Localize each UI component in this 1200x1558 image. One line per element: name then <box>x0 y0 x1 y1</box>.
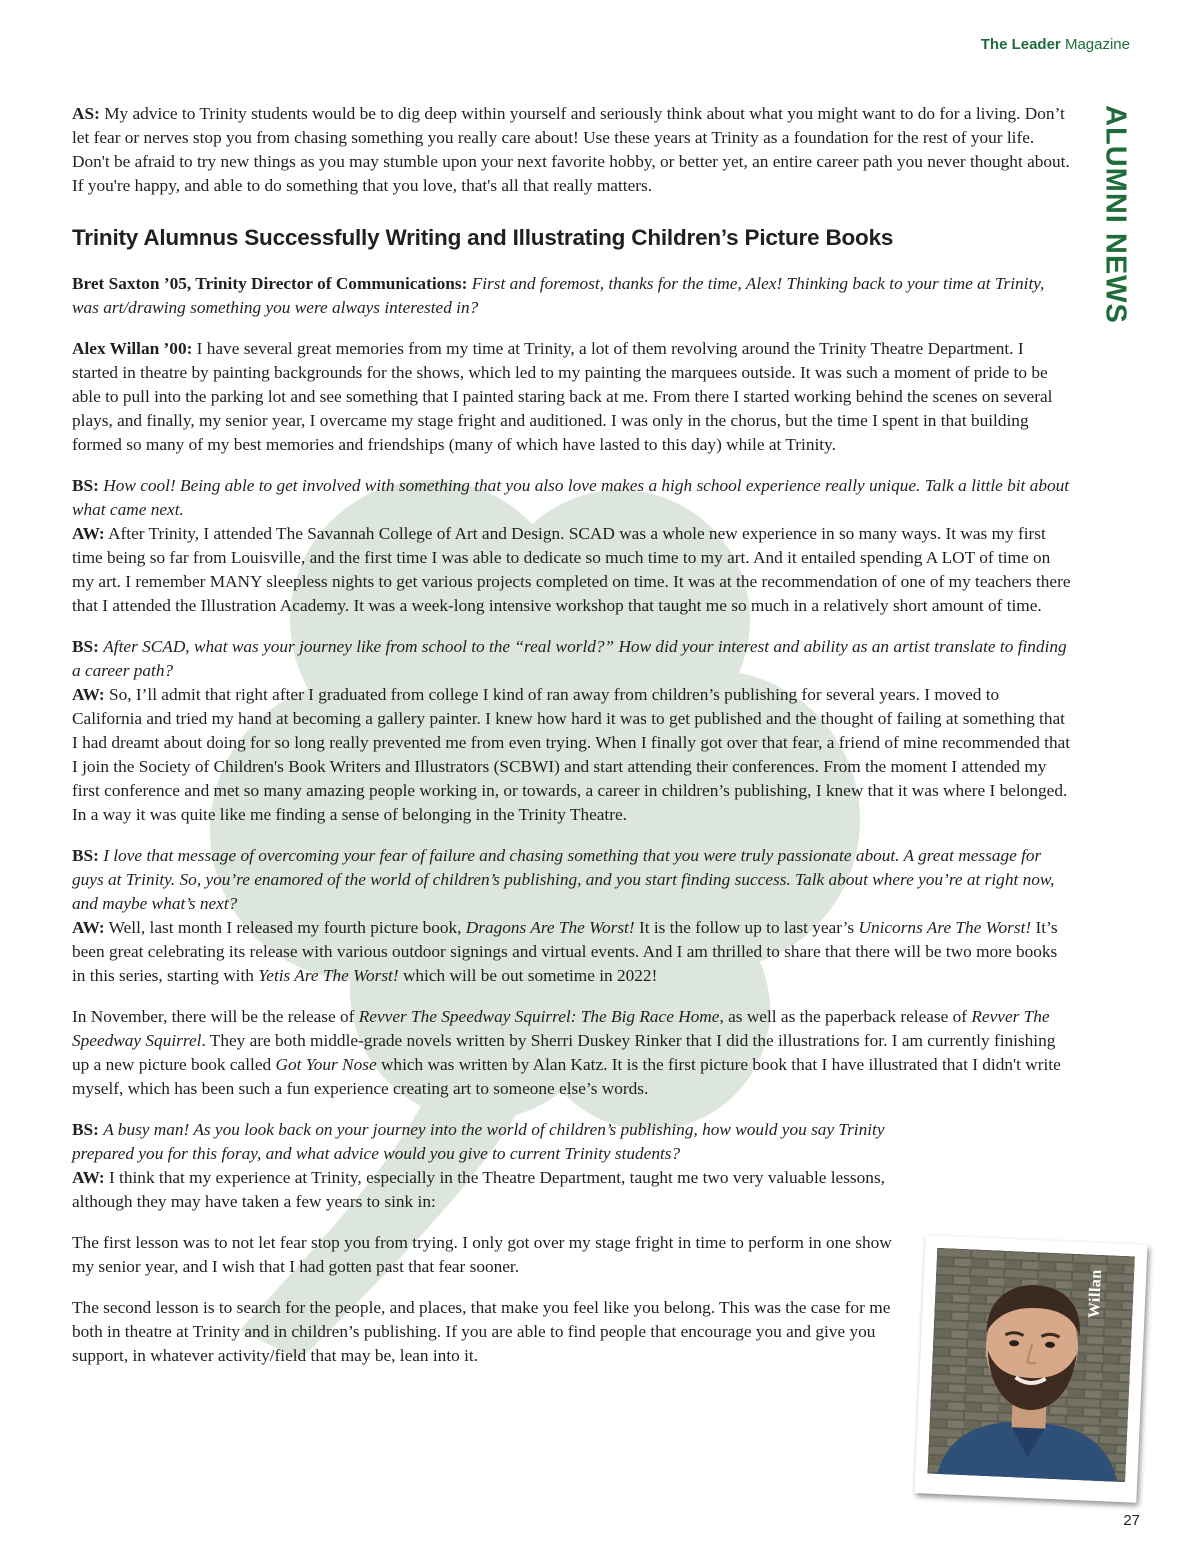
question-text: How cool! Being able to get involved with something that you also love makes a high school experience really unique. Talk a little bit about what came next. <box>72 476 1070 519</box>
question-paragraph <box>72 272 1072 320</box>
masthead <box>981 36 1130 53</box>
masthead-publication: Magazine <box>1064 36 1130 53</box>
answer-text: Well, last month I released my fourth picture book, <box>108 918 462 937</box>
answer-text: So, I’ll admit that right after I graduated from college I kind of ran away from children’s publishing for several years. I moved to California and tried my hand at becoming a gallery painter. I knew how hard it was to get published and the thought of failing at something that I had dreamt about doing for so long really prevented me from even trying. When I finally got over that fear, a friend of mine recommended that I join the Society of Children's Book Writers and Illustrators (SCBWI) and start attending their conferences. From the moment I attended my first conference and met so many amazing people working in, or towards, a career in children’s publishing, I knew that it was where I belonged. In a way it was quite like me finding a sense of belonging in the Trinity Theatre. <box>72 685 1071 824</box>
page-number: 27 <box>1123 1512 1140 1529</box>
body-paragraph: The first lesson was to not let fear stop you from trying. I only got over my stage fright in time to perform in one show my senior year, and I wish that I had gotten past that fear sooner. <box>72 1233 892 1276</box>
question-paragraph <box>72 635 1072 683</box>
book-title: Got Your Nose <box>275 1055 377 1074</box>
question-text: A busy man! As you look back on your journey into the world of children’s publishing, how would you say Trinity prepared you for this foray, and what advice would you give to current Trinity students? <box>72 1120 885 1163</box>
book-title: Revver The Speedway Squirrel: The Big Race Home <box>358 1007 720 1026</box>
answer-paragraph <box>72 916 1072 988</box>
book-title: Dragons Are The Worst! <box>465 918 635 937</box>
speaker-label: Bret Saxton ’05, Trinity Director of Communications: <box>72 274 468 293</box>
answer-text: After Trinity, I attended The Savannah College of Art and Design. SCAD was a whole new experience in so many ways. It was my first time being so far from Louisville, and the first time I was able to dedicate so much time to my art. And it entailed spending A LOT of time on my art. I remember MANY sleepless nights to get various projects completed on time. It was at the recommendation of one of my teachers there that I attended the Illustration Academy. It was a week-long intensive workshop that taught me so much in a relatively short amount of time. <box>72 524 1071 615</box>
speaker-label: BS: <box>72 846 99 865</box>
question-text: I love that message of overcoming your fear of failure and chasing something that you were truly passionate about. A great message for guys at Trinity. So, you’re enamored of the world of children’s publishing, and you start finding success. Talk about where you’re at right now, and maybe what’s next? <box>72 846 1055 913</box>
question-paragraph <box>72 844 1072 916</box>
section-label <box>1090 105 1140 338</box>
body-text: which was written by Alan Katz. It is the first picture book that I have illustrated that I didn't write myself, which has been such a fun experience creating art to someone else’s words. <box>72 1055 1061 1098</box>
masthead-brand: The Leader <box>980 36 1061 53</box>
body-paragraph <box>72 1005 1072 1101</box>
question-text: First and foremost, thanks for the time, Alex! Thinking back to your time at Trinity, was art/drawing something you were always interested in? <box>72 274 1045 317</box>
intro-paragraph <box>72 102 1072 198</box>
answer-text: My advice to Trinity students would be to dig deep within yourself and seriously think about what you might want to do for a living. Don’t let fear or nerves stop you from chasing something you really care about! Use these years at Trinity as a foundation for the rest of your life. Don't be afraid to try new things as you may stumble upon your next favorite hobby, or better yet, an entire career path you never thought about. If you're happy, and able to do something that you love, that's all that really matters. <box>72 104 1070 195</box>
speaker-label: AW: <box>72 918 105 937</box>
answer-text: which will be out sometime in 2022! <box>402 966 658 985</box>
speaker-label: BS: <box>72 1120 99 1139</box>
body-text: , as well as the paperback release of <box>719 1007 968 1026</box>
answer-paragraph <box>72 1166 917 1214</box>
speaker-label: BS: <box>72 637 99 656</box>
answer-text: It is the follow up to last year’s <box>638 918 855 937</box>
answer-text: It’s been great celebrating its release with various outdoor signings and virtual events. And I am thrilled to share that there will be two more books in this series, starting with <box>72 918 1058 985</box>
answer-text: I think that my experience at Trinity, especially in the Theatre Department, taught me two very valuable lessons, although they may have taken a few years to sink in: <box>72 1168 885 1211</box>
book-title: Revver The Speedway Squirrel <box>72 1007 1050 1050</box>
book-title: Yetis Are The Worst! <box>258 966 399 985</box>
answer-paragraph <box>72 522 1072 618</box>
speaker-label: AW: <box>72 685 105 704</box>
speaker-label: AW: <box>72 1168 105 1187</box>
answer-text: I have several great memories from my time at Trinity, a lot of them revolving around the Trinity Theatre Department. I started in theatre by painting backgrounds for the shows, which led to my painting the marquees outside. It was such a moment of pride to be able to pull into the parking lot and see something that I painted staring back at me. From there I started working behind the scenes on several plays, and finally, my senior year, I overcame my stage fright and auditioned. I was only in the chorus, but the time I spent in that building formed so many of my best memories and friendships (many of which have lasted to this day) while at Trinity. <box>72 339 1053 454</box>
speaker-label: Alex Willan ’00: <box>72 339 193 358</box>
photo-credit: Willan <box>1085 1268 1105 1319</box>
answer-paragraph <box>72 683 1072 827</box>
article-headline: Trinity Alumnus Successfully Writing and Illustrating Children’s Picture Books <box>72 225 894 250</box>
question-text: After SCAD, what was your journey like from school to the “real world?” How did your interest and ability as an artist translate to finding a career path? <box>72 637 1067 680</box>
answer-paragraph <box>72 337 1072 457</box>
body-paragraph: The second lesson is to search for the people, and places, that make you feel like you belong. This was the case for me both in theatre at Trinity and in children’s publishing. If you are able to find people that encourage you and give you support, in whatever activity/field that may be, lean into it. <box>72 1298 891 1365</box>
question-paragraph <box>72 1118 917 1166</box>
speaker-label: AS: <box>72 104 100 123</box>
article-body <box>72 102 1072 1368</box>
speaker-label: AW: <box>72 524 105 543</box>
speaker-label: BS: <box>72 476 99 495</box>
body-text: In November, there will be the release of <box>72 1007 355 1026</box>
portrait-image <box>927 1248 1135 1482</box>
question-paragraph <box>72 474 1072 522</box>
portrait-photo <box>914 1235 1147 1502</box>
section-label-text: ALUMNI NEWS <box>1099 105 1132 324</box>
book-title: Unicorns Are The Worst! <box>858 918 1032 937</box>
body-text: . They are both middle-grade novels written by Sherri Duskey Rinker that I did the illustrations for. I am currently finishing up a new picture book called <box>72 1031 1056 1074</box>
